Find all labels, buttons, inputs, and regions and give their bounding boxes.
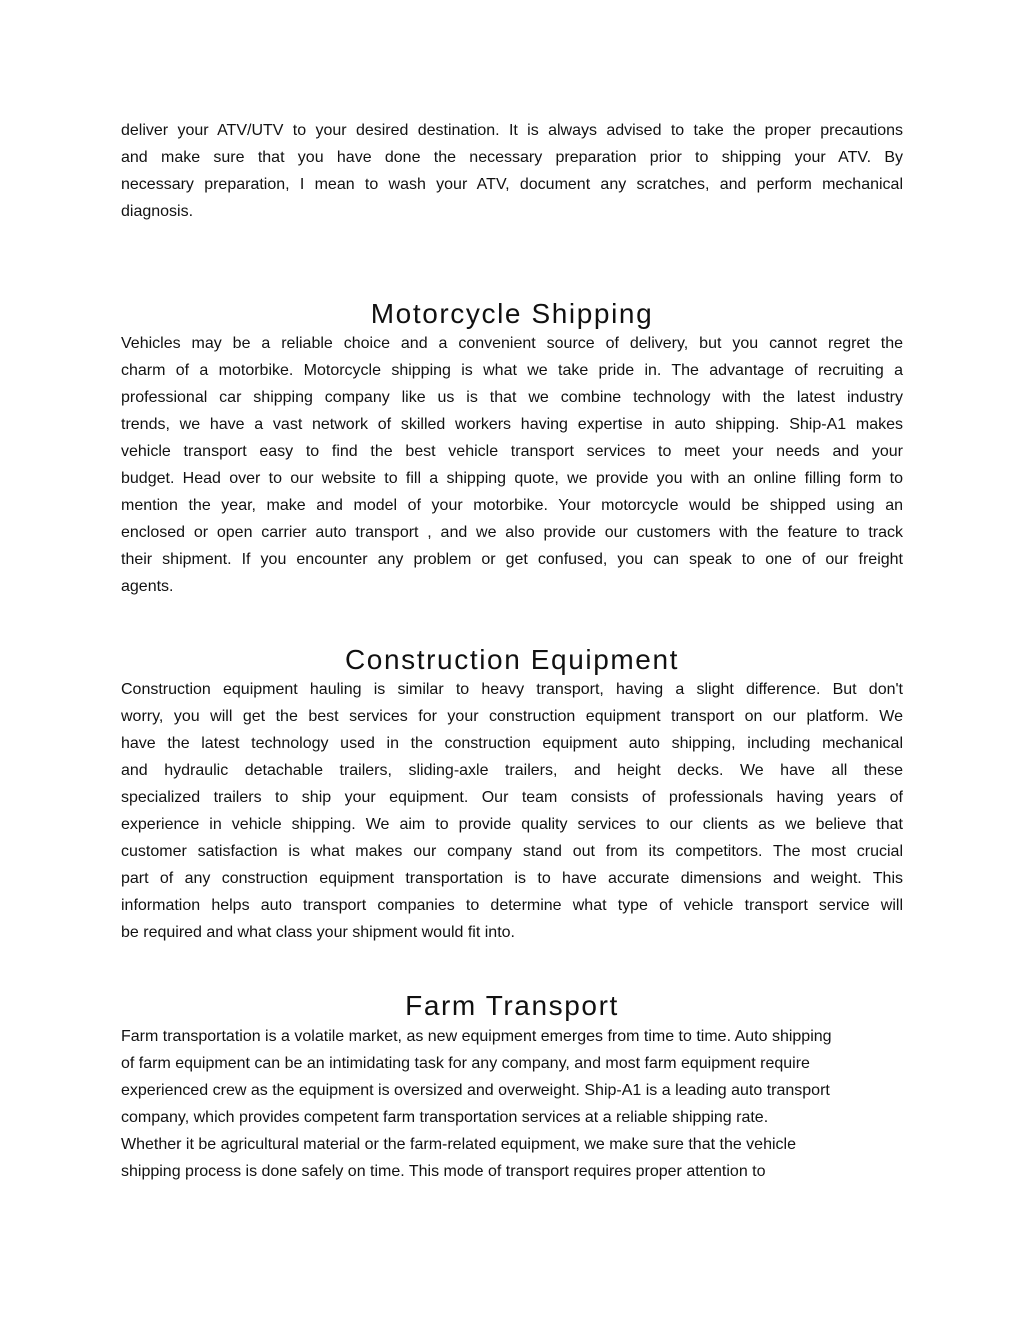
text-line: be required and what class your shipment would fit into. [121,924,515,941]
text-line: diagnosis. [121,203,194,220]
text-line: agents. [121,578,174,595]
text-line: enclosed or open carrier auto transport , and we also provide our customers with the feature to track [121,524,903,541]
heading-motorcycle-shipping: Motorcycle Shipping [370,298,654,329]
text-line: budget. Head over to our website to fill a shipping quote, we provide you with an online filling form to [121,470,903,487]
text-line: part of any construction equipment transportation is to have accurate dimensions and weight. This [121,870,903,887]
text-line: necessary preparation, I mean to wash your ATV, document any scratches, and perform mechanical [121,176,903,193]
text-line: worry, you will get the best services for your construction equipment transport on our platform. We [121,708,903,725]
text-line: deliver your ATV/UTV to your desired destination. It is always advised to take the proper precautions [121,122,903,139]
text-line: customer satisfaction is what makes our company stand out from its competitors. The most crucial [121,843,903,860]
farm-transport-paragraph [121,1023,903,1185]
text-line: Construction equipment hauling is similar to heavy transport, having a slight difference. But don't [121,681,903,698]
text-line: Farm transportation is a volatile market, as new equipment emerges from time to time. Auto shipping [121,1028,832,1045]
text-line: company, which provides competent farm transportation services at a reliable shipping rate. [121,1109,769,1126]
text-line: specialized trailers to ship your equipment. Our team consists of professionals having years of [121,789,903,806]
text-line: vehicle transport easy to find the best vehicle transport services to meet your needs and your [121,443,903,460]
construction-equipment-paragraph [121,676,903,946]
text-line: shipping process is done safely on time. This mode of transport requires proper attention to [121,1163,766,1180]
heading-construction-equipment: Construction Equipment [344,644,680,675]
text-line: their shipment. If you encounter any problem or get confused, you can speak to one of our freight [121,551,903,568]
text-line: professional car shipping company like us is that we combine technology with the latest industry [121,389,903,406]
text-line: and hydraulic detachable trailers, sliding-axle trailers, and height decks. We have all these [121,762,903,779]
text-line: charm of a motorbike. Motorcycle shipping is what we take pride in. The advantage of recruiting a [121,362,903,379]
text-line: experience in vehicle shipping. We aim to provide quality services to our clients as we believe that [121,816,903,833]
text-line: and make sure that you have done the necessary preparation prior to shipping your ATV. By [121,149,903,166]
text-line: information helps auto transport companies to determine what type of vehicle transport service will [121,897,903,914]
text-line: Whether it be agricultural material or the farm-related equipment, we make sure that the vehicle [121,1136,796,1153]
intro-paragraph [121,117,903,225]
text-line: experienced crew as the equipment is oversized and overweight. Ship-A1 is a leading auto transport [121,1082,830,1099]
text-line: Vehicles may be a reliable choice and a convenient source of delivery, but you cannot regret the [121,335,903,352]
text-line: of farm equipment can be an intimidating task for any company, and most farm equipment require [121,1055,810,1072]
heading-farm-transport: Farm Transport [405,990,619,1021]
motorcycle-shipping-paragraph [121,330,903,600]
text-line: mention the year, make and model of your motorbike. Your motorcycle would be shipped using an [121,497,903,514]
text-line: have the latest technology used in the construction equipment auto shipping, including mechanical [121,735,903,752]
text-line: trends, we have a vast network of skilled workers having expertise in auto shipping. Ship-A1 makes [121,416,903,433]
